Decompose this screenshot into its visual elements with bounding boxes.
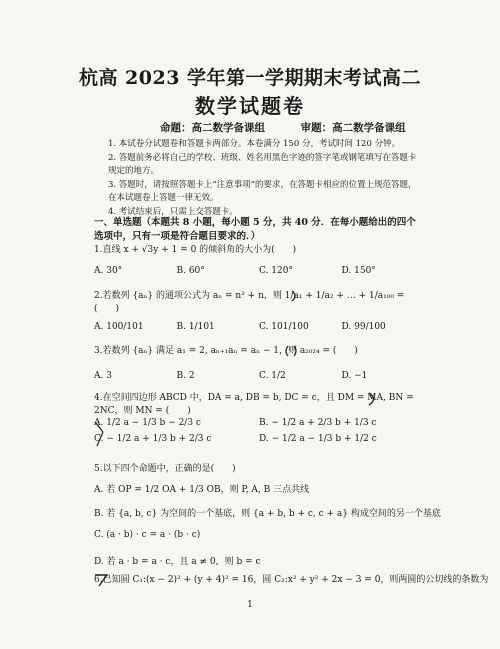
exam-title: 杭高 2023 学年第一学期期末考试高二 [78,67,422,89]
pen-mark [93,420,109,450]
question-4-stem: 4.在空间四边形 ABCD 中，DA = a, DB = b, DC = c，且 DM = MA, BN = 2NC，则 MN = ( ) [94,393,414,416]
pen-mark [93,572,111,588]
option-b: B. 2 [176,371,195,381]
question-1-stem: 1.直线 x + √3y + 1 = 0 的倾斜角的大小为( ) [94,245,297,255]
pen-mark [288,289,302,303]
option-d: D. 150° [341,266,376,276]
pen-mark [366,391,380,407]
option-a: A. 3 [94,371,112,381]
option-b: B. 若 {a, b, c} 为空间的一个基底，则 {a + b, b + c, c + a} 构成空间的另一个基底 [94,509,441,519]
option-d: D. − 1/2 a − 1/3 b + 1/2 c [259,434,377,444]
option-a: A. 30° [94,266,123,276]
question-2-options [94,322,424,332]
option-a: A. 若 OP = 1/2 OA + 1/3 OB，则 P, A, B 三点共线 [94,485,310,495]
option-d: D. −1 [341,371,368,381]
option-c: C. 120° [259,266,293,276]
option-d: D. 99/100 [341,322,386,332]
setter-label: 命题：高二数学备课组 [160,122,265,134]
option-c: C. (a · b) · c = a · (b · c) [94,530,201,540]
question-6-stem: 6.已知圆 C₁:(x − 2)² + (y + 4)² = 16，圆 C₂:x² + y² + 2x − 3 = 0，则两圆的公切线的条数为 [94,575,489,585]
section-heading: 一、单选题（本题共 8 小题，每小题 5 分，共 40 分．在每小题给出的四个选项中，只有一项是符合题目要求的．） [94,217,416,242]
proposers-line [160,120,438,135]
page-number: 1 [247,600,253,610]
option-d: D. 若 a · b = a · c，且 a ≠ 0，则 b = c [94,557,261,567]
option-a: A. 100/101 [94,322,144,332]
option-b: B. 60° [176,266,205,276]
note-item: 4. 考试结束后，只需上交答题卡。 [108,207,238,217]
pen-mark [285,344,299,358]
note-item: 3. 答题时，请按照答题卡上“注意事项”的要求，在答题卡相应的位置上规范答题，在本试题卷上答题一律无效。 [108,180,417,203]
note-item: 1. 本试卷分试题卷和答题卡两部分。本卷满分 150 分，考试时间 120 分钟。 [108,139,401,149]
question-3-options [94,371,424,381]
exam-notes [108,138,420,220]
option-b: B. − 1/2 a + 2/3 b + 1/3 c [259,418,377,428]
question-3-stem: 3.若数列 {aₙ} 满足 a₁ = 2, aₙ₊₁aₙ = aₙ − 1，则 a₂₀₂₄ = ( ) [94,346,358,356]
question-5-stem: 5.以下四个命题中，正确的是( ) [94,464,236,474]
option-b: B. 1/101 [176,322,215,332]
option-c: C. 101/100 [259,322,309,332]
option-a: A. 1/2 a − 1/3 b − 2/3 c [94,418,201,428]
note-item: 2. 答题前务必将自己的学校、班级、姓名用黑色字迹的签字笔或钢笔填写在答题卡规定的地方。 [108,153,417,176]
exam-subtitle: 数学试题卷 [195,94,305,118]
question-4-options [94,418,424,450]
question-1-options [94,266,424,276]
option-c: C. − 1/2 a + 1/3 b + 2/3 c [94,434,212,444]
question-2-stem: 2.若数列 {aₙ} 的通项公式为 aₙ = n² + n，则 1/a₁ + 1/a₂ + … + 1/a₁₀₀ = ( ) [94,291,405,314]
option-c: C. 1/2 [259,371,286,381]
reviewer-label: 审题：高二数学备课组 [300,122,406,134]
